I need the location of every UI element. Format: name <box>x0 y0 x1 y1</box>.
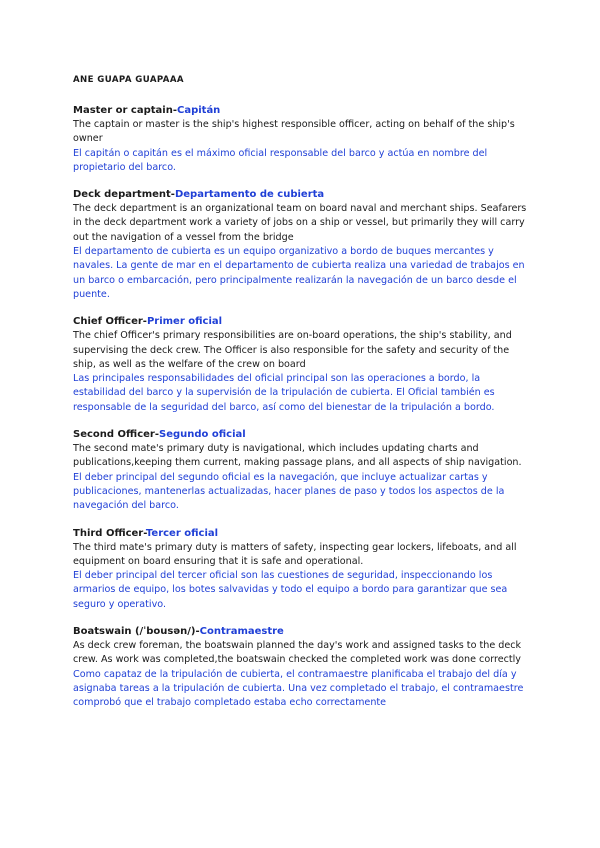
paragraph-spanish: El deber principal del tercer oficial son las cuestiones de seguridad, inspeccionando los armarios de equipo, los botes salvavidas y todo el equipo a bordo para garantizar que sea seguro y operativo. <box>73 570 508 610</box>
heading-english: Master or captain- <box>73 105 177 116</box>
heading-spanish: Capitán <box>176 105 221 116</box>
section-heading <box>73 104 533 118</box>
section-boatswain <box>73 625 533 710</box>
paragraph-english: The captain or master is the ship's highest responsible officer, acting on behalf of the ship's owner <box>73 119 515 145</box>
paragraph-english: The chief Officer's primary responsibilities are on-board operations, the ship's stability, and supervising the deck crew. The Officer is also responsible for the safety and security of the ship, as well as the welfare of the crew on board <box>73 330 512 370</box>
paragraph-english: The third mate's primary duty is matters of safety, inspecting gear lockers, lifeboats, and all equipment on board ensuring that it is safe and operational. <box>73 541 517 567</box>
heading-spanish: Contramaestre <box>199 626 284 638</box>
paragraph-spanish: El deber principal del segundo oficial es la navegación, que incluye actualizar cartas y publicaciones, mantenerlas actualizadas, hacer planes de paso y todos los aspectos de la navegación del barco. <box>73 471 505 512</box>
section-master <box>73 104 533 175</box>
paragraph-spanish: El capitán o capitán es el máximo oficial responsable del barco y actúa en nombre del propietario del barco. <box>73 147 488 173</box>
section-heading <box>73 428 533 442</box>
section-heading <box>73 188 533 202</box>
paragraph-spanish: El departamento de cubierta es un equipo organizativo a bordo de buques mercantes y navales. La gente de mar en el departamento de cubierta realiza una variedad de trabajos en un barco o embarcación, pero principalmente realizarán la navegación de un barco desde el puente. <box>73 246 525 300</box>
heading-spanish: Primer oficial <box>146 316 223 328</box>
heading-english: Boatswain (/ˈbousən/)- <box>73 626 200 638</box>
heading-spanish: Segundo oficial <box>159 429 246 441</box>
paragraph-english: The deck department is an organizational team on board naval and merchant ships. Seafarers in the deck department work a variety of jobs on a ship or vessel, but primarily they will carry out the navigation of a vessel from the bridge <box>73 203 527 243</box>
paragraph-english: As deck crew foreman, the boatswain planned the day's work and assigned tasks to the deck crew. As work was completed,the boatswain checked the completed work was done correctly <box>73 640 522 666</box>
document-body <box>73 74 533 724</box>
heading-english: Second Officer- <box>73 429 159 441</box>
heading-spanish: Tercer oficial <box>145 527 219 539</box>
heading-english: Third Officer- <box>73 527 146 539</box>
heading-english: Deck department- <box>73 189 175 201</box>
section-second-officer <box>73 428 533 513</box>
paragraph-spanish: Como capataz de la tripulación de cubierta, el contramaestre planificaba el trabajo del día y asignaba tareas a la tripulación de cubierta. Una vez completado el trabajo, el contramaestre comprobó que el trabajo completado estaba echo correctamente <box>73 668 524 709</box>
section-third-officer <box>73 527 533 612</box>
section-heading <box>73 527 533 541</box>
section-heading <box>73 625 533 639</box>
heading-english: Chief Officer- <box>73 316 147 328</box>
section-heading <box>73 315 533 329</box>
section-deck-department <box>73 188 533 302</box>
section-chief-officer <box>73 315 533 415</box>
document-title: ANE GUAPA GUAPAAA <box>73 75 184 85</box>
paragraph-spanish: Las principales responsabilidades del oficial principal son las operaciones a bordo, la estabilidad del barco y la supervisión de la tripulación de cubierta. El Oficial también es responsable de la seguridad del barco, así como del bienestar de la tripulación a bordo. <box>73 373 495 413</box>
paragraph-english: The second mate's primary duty is navigational, which includes updating charts and publications,keeping them current, making passage plans, and all aspects of ship navigation. <box>73 443 522 469</box>
heading-spanish: Departamento de cubierta <box>174 189 325 201</box>
